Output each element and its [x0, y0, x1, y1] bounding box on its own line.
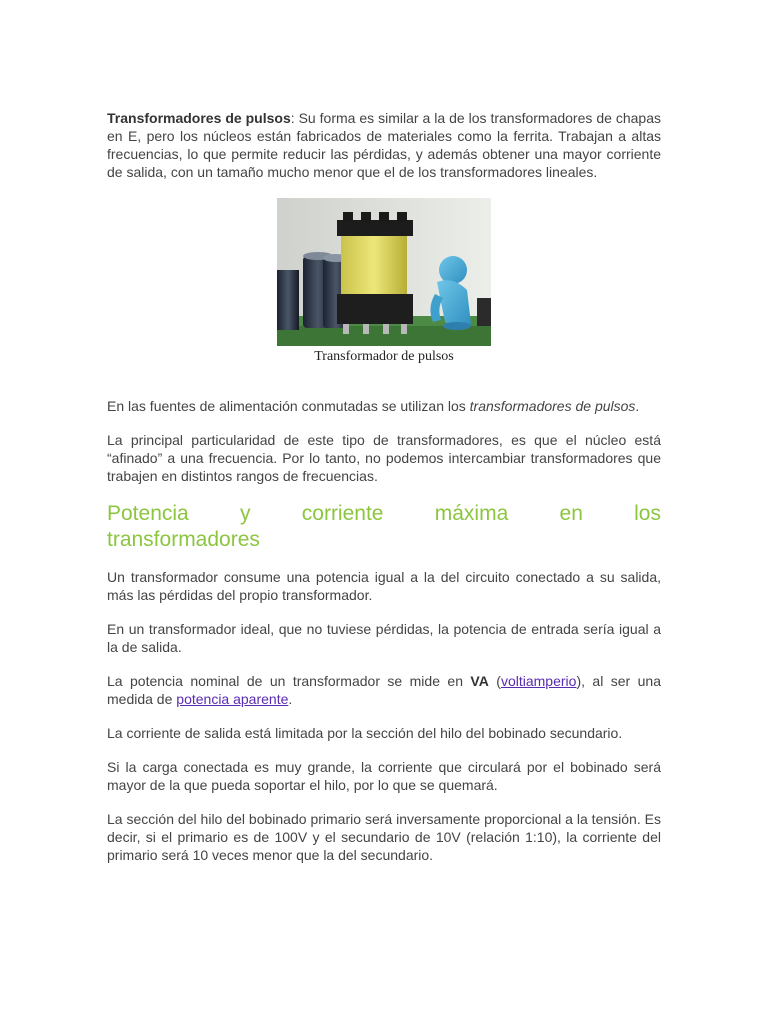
paragraph-carga: Si la carga conectada es muy grande, la corriente que circulará por el bobinado será mayor de la que pueda soportar el hilo, por lo que se quemará. — [107, 759, 661, 793]
paragraph-particularidad: La principal particularidad de este tipo de transformadores, es que el núcleo está “afinado” a una frecuencia. Por lo tanto, no podemos intercambiar transformadores que trabajen en distintos rangos de frecuencias. — [107, 432, 661, 484]
intro-paragraph — [107, 109, 661, 181]
paragraph-potencia-nominal: La potencia nominal de un transformador se mide en VA (voltiamperio), al ser una medida de potencia aparente. — [107, 673, 661, 707]
figure — [107, 198, 661, 366]
intro-text: : Su forma es similar a la de los transformadores de chapas en E, pero los núcleos están fabricados de materiales como la ferrita. Trabajan a altas frecuencias, lo que permite reducir las pérdidas, y además obtener una mayor corriente de salida, con un tamaño mucho menor que el de los transformadores lineales. — [107, 110, 661, 180]
va-unit: VA — [470, 673, 489, 689]
voltiamperio-link[interactable]: voltiamperio — [500, 673, 577, 689]
heading-line-2: transformadores — [107, 528, 260, 551]
paragraph-seccion: La sección del hilo del bobinado primario será inversamente proporcional a la tensión. Es decir, si el primario es de 100V y el secundario de 10V (relación 1:10), la corriente del primario será 10 veces menor que la del secundario. — [107, 811, 661, 863]
potencia-aparente-link[interactable]: potencia aparente — [176, 691, 289, 707]
figure-caption: Transformador de pulsos — [314, 349, 454, 364]
intro-bold-term: Transformadores de pulsos — [107, 110, 291, 126]
document-body — [107, 109, 661, 864]
paragraph-consumo: Un transformador consume una potencia igual a la del circuito conectado a su salida, más las pérdidas del propio transformador. — [107, 569, 661, 603]
italic-term: transformadores de pulsos — [469, 398, 636, 414]
paragraph-ideal: En un transformador ideal, que no tuviese pérdidas, la potencia de entrada sería igual a la de salida. — [107, 621, 661, 655]
section-heading — [107, 501, 661, 553]
paragraph-fuentes: En las fuentes de alimentación conmutadas se utilizan los transformadores de pulsos. — [107, 398, 640, 414]
transformer-photo — [277, 198, 491, 346]
paragraph-corriente-salida: La corriente de salida está limitada por la sección del hilo del bobinado secundario. — [107, 725, 623, 741]
heading-line-1: Potencia y corriente máxima en los — [107, 502, 661, 525]
